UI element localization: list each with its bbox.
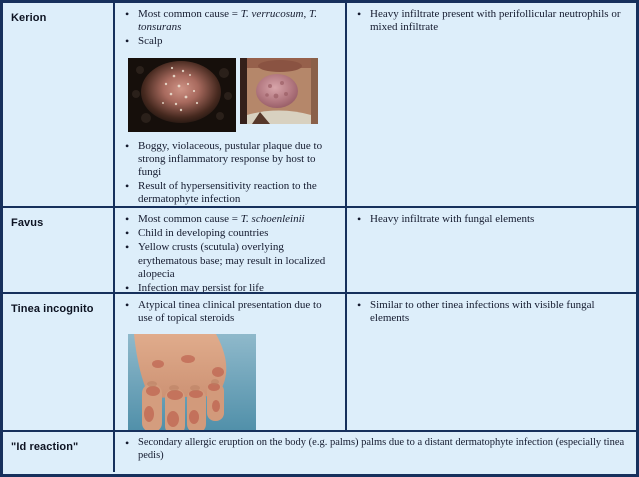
bullet-item: • Scalp <box>123 35 337 48</box>
condition-cell <box>3 208 115 294</box>
bullet-item: • Atypical tinea clinical presentation due to use of topical steroids <box>123 299 337 325</box>
table-row-tinea-incognito <box>3 294 636 432</box>
bullet-item: • Boggy, violaceous, pustular plaque due to strong inflammatory response by host to fungi <box>123 140 337 180</box>
photo-strip <box>128 58 337 132</box>
description-bullets <box>123 437 628 462</box>
condition-label: "Id reaction" <box>11 441 79 453</box>
histology-cell <box>347 294 636 432</box>
bullet-item: • Similar to other tinea infections with visible fungal elements <box>355 299 628 325</box>
clinical-bullets-top <box>123 8 337 49</box>
table-row-favus <box>3 208 636 294</box>
clinical-bullets <box>123 299 337 325</box>
clinical-bullets-bottom <box>123 140 337 207</box>
clinical-bullets <box>123 213 337 294</box>
merged-description-cell <box>115 432 636 472</box>
condition-cell <box>3 432 115 472</box>
condition-label: Favus <box>11 217 44 229</box>
condition-cell <box>3 3 115 208</box>
bullet-item: • Heavy infiltrate with fungal elements <box>355 213 628 226</box>
bullet-item: • Result of hypersensitivity reaction to the dermatophyte infection <box>123 180 337 206</box>
bullet-item: • Yellow crusts (scutula) overlying erythematous base; may result in localized alopecia <box>123 241 337 281</box>
histology-cell <box>347 208 636 294</box>
kerion-scalp-photo <box>128 58 236 132</box>
histology-bullets <box>355 213 628 226</box>
condition-label: Tinea incognito <box>11 303 94 315</box>
condition-label: Kerion <box>11 12 47 24</box>
bullet-item: • Most common cause = T. schoenleinii <box>123 213 337 226</box>
table-row-kerion <box>3 3 636 208</box>
kerion-chin-photo <box>240 58 318 124</box>
histology-cell <box>347 3 636 208</box>
table-row-id-reaction <box>3 432 636 472</box>
bullet-item: • Child in developing countries <box>123 227 337 240</box>
bullet-item: • Most common cause = T. verrucosum, T. tonsurans <box>123 8 337 34</box>
bullet-item: • Heavy infiltrate present with perifollicular neutrophils or mixed infiltrate <box>355 8 628 34</box>
bullet-item: • Infection may persist for life <box>123 282 337 294</box>
histology-bullets <box>355 299 628 325</box>
clinical-cell <box>115 294 347 432</box>
clinical-cell <box>115 208 347 294</box>
condition-cell <box>3 294 115 432</box>
bullet-item: • Secondary allergic eruption on the body (e.g. palms) palms due to a distant dermatophyte infection (especially tinea pedis) <box>123 437 628 462</box>
histology-bullets <box>355 8 628 34</box>
tinea-incognito-hand-photo <box>128 334 256 432</box>
photo-strip <box>128 334 337 432</box>
clinical-cell <box>115 3 347 208</box>
